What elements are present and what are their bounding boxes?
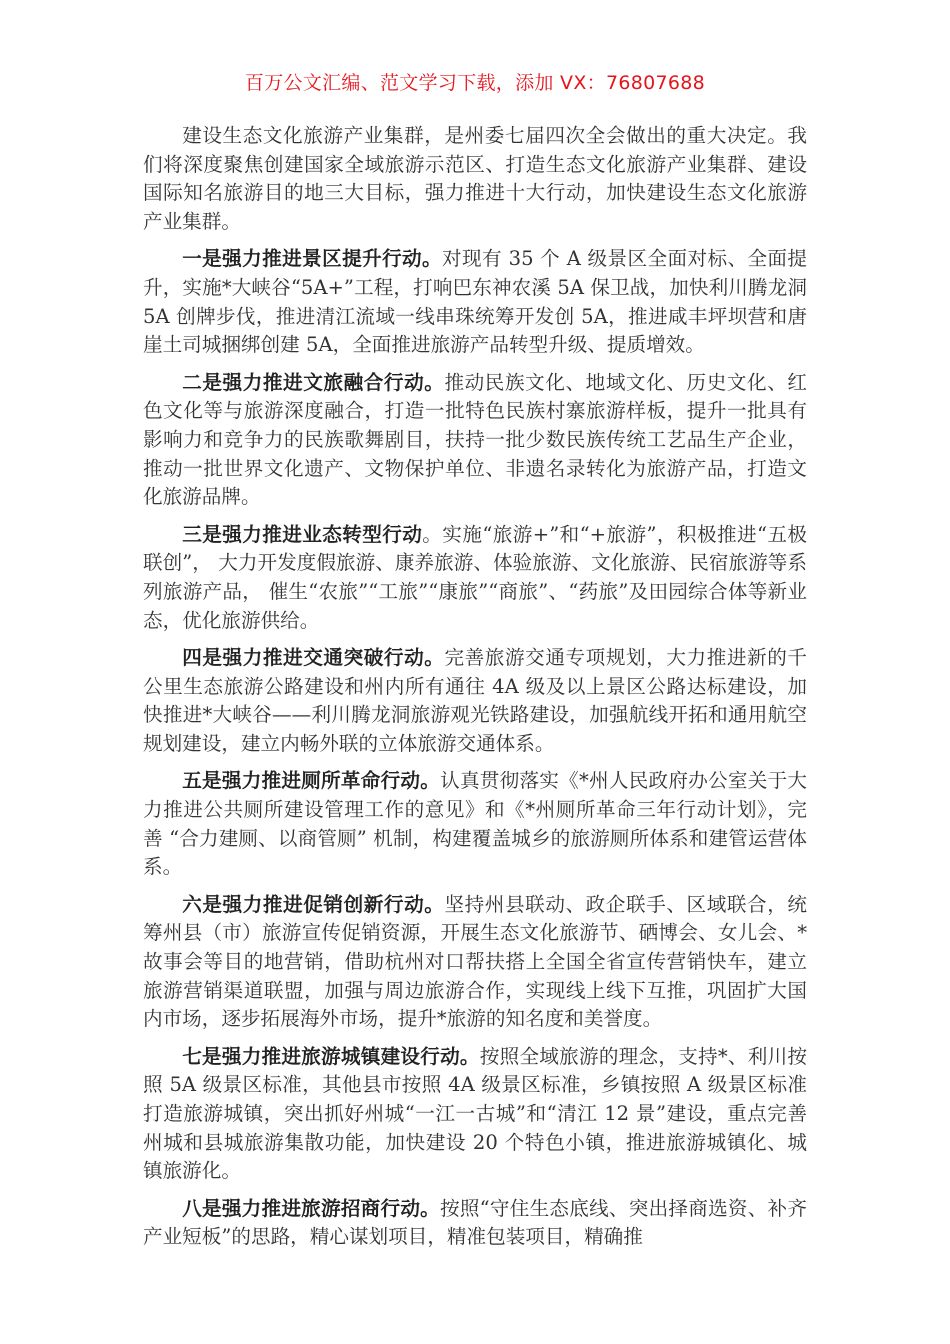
section-paragraph <box>143 245 807 359</box>
section-paragraph <box>143 1195 807 1252</box>
section-text: 认真贯彻落实《*州人民政府办公室关于大力推进公共厕所建设管理工作的意见》和《*州厕所革命三年行动计划》，完善 “合力建厕、以商管厕” 机制，构建覆盖城乡的旅游厕所体系和建管运营体系。 <box>143 769 808 879</box>
section-paragraph <box>143 767 807 881</box>
section-text: 。实施“旅游+”和“+旅游”，积极推进“五极联创”， 大力开发度假旅游、康养旅游、体验旅游、文化旅游、民宿旅游等系列旅游产品， 催生“农旅”“工旅”“康旅”“商旅”、“药旅”及田园综合体等新业态，优化旅游供给。 <box>143 522 808 632</box>
watermark-banner: 百万公文汇编、范文学习下载，添加 VX：76807688 <box>244 72 706 94</box>
section-heading: 六是强力推进促销创新行动。 <box>182 892 445 916</box>
section-text: 坚持州县联动、政企联手、区域联合，统筹州县（市）旅游宣传促销资源，开展生态文化旅游节、硒博会、女儿会、*故事会等目的地营销，借助杭州对口帮扶搭上全国全省宣传营销快车，建立旅游营销渠道联盟，加强与周边旅游合作，实现线上线下互推，巩固扩大国内市场，逐步拓展海外市场，提升*旅游的知名度和美誉度。 <box>143 892 808 1031</box>
section-heading: 三是强力推进业态转型行动 <box>182 522 423 546</box>
section-paragraph <box>143 521 807 635</box>
section-heading: 七是强力推进旅游城镇建设行动。 <box>182 1044 480 1068</box>
section-heading: 五是强力推进厕所革命行动。 <box>182 769 441 793</box>
section-heading: 四是强力推进交通突破行动。 <box>182 646 445 670</box>
section-heading: 二是强力推进文旅融合行动。 <box>182 370 445 394</box>
section-text: 推动民族文化、地域文化、历史文化、红色文化等与旅游深度融合，打造一批特色民族村寨旅游样板，提升一批具有影响力和竞争力的民族歌舞剧目，扶持一批少数民族传统工艺品生产企业，推动一批世界文化遗产、文物保护单位、非遗名录转化为旅游产品，打造文化旅游品牌。 <box>143 370 808 509</box>
section-paragraph <box>143 891 807 1034</box>
section-paragraph <box>143 369 807 512</box>
section-heading: 八是强力推进旅游招商行动。 <box>182 1196 440 1220</box>
section-text: 按照“守住生态底线、突出择商选资、补齐产业短板”的思路，精心谋划项目，精准包装项目，精确推 <box>143 1196 807 1249</box>
section-paragraph <box>143 1043 807 1186</box>
section-text: 完善旅游交通专项规划，大力推进新的千公里生态旅游公路建设和州内所有通往 4A 级及以上景区公路达标建设，加快推进*大峡谷——利川腾龙洞旅游观光铁路建设，加强航线开拓和通用航空规划建设，建立内畅外联的立体旅游交通体系。 <box>143 646 808 755</box>
section-text: 按照全域旅游的理念，支持*、利川按照 5A 级景区标准，其他县市按照 4A 级景区标准，乡镇按照 A 级景区标准打造旅游城镇，突出抓好州城“一江一古城”和“清江 12 景”建设，重点完善州城和县城旅游集散功能，加快建设 20 个特色小镇，推进旅游城镇化、城镇旅游化。 <box>143 1044 808 1183</box>
section-text: 对现有 35 个 A 级景区全面对标、全面提升，实施*大峡谷“5A+”工程，打响巴东神农溪 5A 保卫战，加快利川腾龙洞 5A 创牌步伐，推进清江流域一线串珠统筹开发创 5A，推进咸丰坪坝营和唐崖土司城捆绑创建 5A，全面推进旅游产品转型升级、提质增效。 <box>143 247 808 357</box>
section-heading: 一是强力推进景区提升行动。 <box>182 247 443 271</box>
document-body <box>143 122 807 1261</box>
section-paragraph <box>143 644 807 758</box>
intro-paragraph: 建设生态文化旅游产业集群，是州委七届四次全会做出的重大决定。我们将深度聚焦创建国家全域旅游示范区、打造生态文化旅游产业集群、建设国际知名旅游目的地三大目标，强力推进十大行动，加快建设生态文化旅游产业集群。 <box>143 124 807 233</box>
